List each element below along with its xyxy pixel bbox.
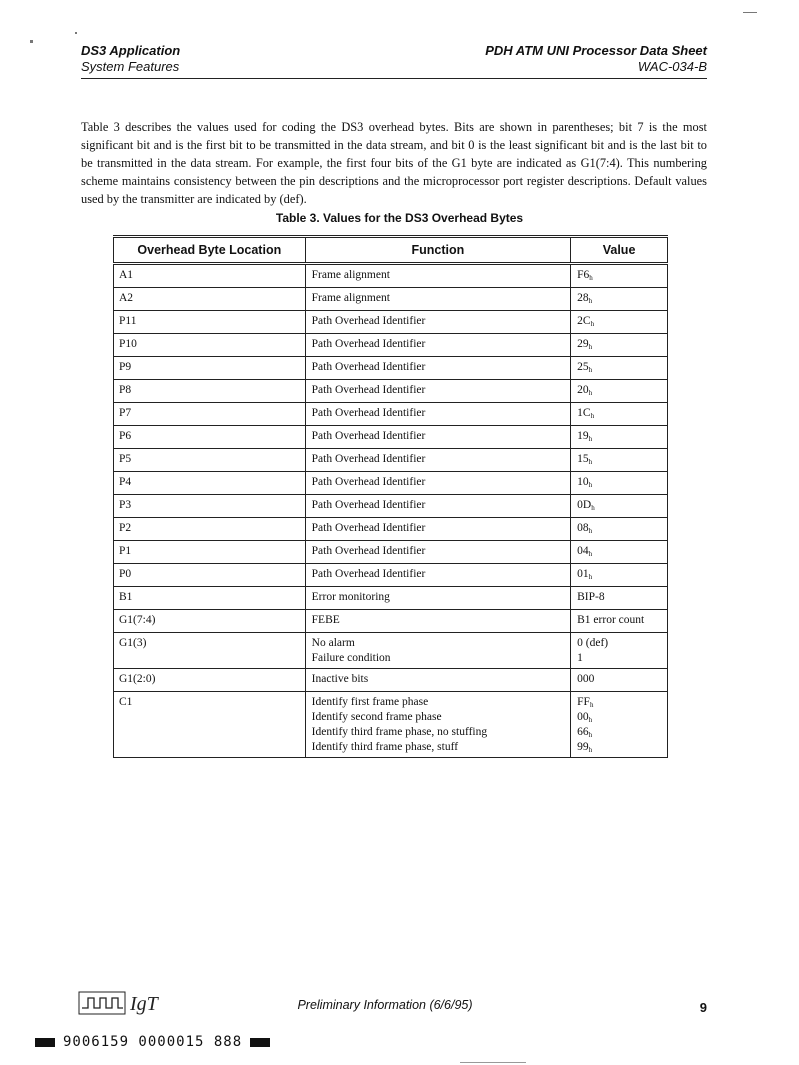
value-text: F6: [577, 269, 590, 281]
cell-location: A1: [114, 264, 306, 288]
value-line: [577, 590, 661, 605]
scan-speck: [30, 40, 33, 43]
table-row: [114, 357, 668, 380]
table-caption: Table 3. Values for the DS3 Overhead Bytes: [275, 211, 524, 225]
cell-location: P7: [114, 403, 306, 426]
value-text: 19: [577, 430, 589, 442]
barcode-block-right: [250, 1038, 270, 1047]
page-number: 9: [699, 1000, 707, 1015]
table-row: [114, 264, 668, 288]
value-line: [577, 383, 661, 398]
cell-value: [571, 288, 668, 311]
value-line: [577, 452, 661, 467]
value-line: [577, 651, 661, 666]
cell-value: [571, 541, 668, 564]
table-header-row: [114, 237, 668, 264]
value-text: 01: [577, 568, 589, 580]
function-line: Identify third frame phase, no stuffing: [311, 726, 488, 738]
function-line: Path Overhead Identifier: [311, 522, 426, 534]
hex-suffix: h: [588, 435, 593, 443]
value-text: 0D: [577, 499, 592, 511]
function-line: Identify third frame phase, stuff: [311, 741, 459, 753]
header-left: [81, 43, 180, 75]
function-line: Frame alignment: [311, 269, 390, 281]
table-row: [114, 288, 668, 311]
value-line: [577, 291, 661, 306]
cell-value: [571, 426, 668, 449]
table-row: [114, 449, 668, 472]
value-text: BIP-8: [577, 591, 605, 603]
hex-suffix: h: [588, 458, 593, 466]
scan-speck: [75, 32, 77, 34]
cell-value: [571, 495, 668, 518]
table-row: [114, 311, 668, 334]
value-line: [577, 695, 661, 710]
function-line: Path Overhead Identifier: [311, 430, 426, 442]
value-text: 00: [577, 711, 589, 723]
hex-suffix: h: [590, 320, 595, 328]
cell-location: P10: [114, 334, 306, 357]
function-line: Error monitoring: [311, 591, 390, 603]
function-line: Path Overhead Identifier: [311, 476, 426, 488]
value-line: [577, 475, 661, 490]
function-line: Path Overhead Identifier: [311, 407, 426, 419]
cell-value: [571, 449, 668, 472]
function-line: Path Overhead Identifier: [311, 384, 426, 396]
function-line: No alarm: [311, 637, 355, 649]
cell-function: [305, 669, 570, 692]
hex-suffix: h: [589, 274, 593, 282]
cell-value: [571, 692, 668, 758]
cell-location: P2: [114, 518, 306, 541]
cell-value: [571, 518, 668, 541]
hex-suffix: h: [589, 701, 594, 709]
table-row: [114, 587, 668, 610]
hex-suffix: h: [590, 412, 595, 420]
cell-location: P1: [114, 541, 306, 564]
table-body: [114, 264, 668, 758]
value-text: 15: [577, 453, 589, 465]
value-text: 66: [577, 726, 589, 738]
scan-speck: [743, 12, 757, 13]
hex-suffix: h: [588, 573, 593, 581]
hex-suffix: h: [588, 731, 593, 739]
value-text: 28: [577, 292, 589, 304]
table-row: [114, 426, 668, 449]
cell-function: [305, 264, 570, 288]
cell-function: [305, 311, 570, 334]
overhead-bytes-table: [113, 235, 668, 758]
table-row: [114, 403, 668, 426]
table-row: [114, 633, 668, 669]
cell-value: [571, 357, 668, 380]
cell-location: P5: [114, 449, 306, 472]
function-line: Failure condition: [311, 652, 391, 664]
value-text: 04: [577, 545, 589, 557]
barcode-block-left: [35, 1038, 55, 1047]
value-line: [577, 360, 661, 375]
table-row: [114, 495, 668, 518]
cell-location: P3: [114, 495, 306, 518]
section-subtitle: System Features: [81, 59, 180, 74]
section-title: DS3 Application: [81, 43, 181, 58]
value-line: [577, 521, 661, 536]
hex-suffix: h: [588, 297, 593, 305]
document-number: WAC-034-B: [637, 59, 707, 74]
value-line: [577, 672, 661, 687]
cell-location: B1: [114, 587, 306, 610]
intro-paragraph: Table 3 describes the values used for coding the DS3 overhead bytes. Bits are shown in parentheses; bit 7 is the most significant bit and is the first bit to be transmitted in the data stream, and bit 0 is the least significant bit and is the last bit to be transmitted in the data stream. For example, the first four bits of the G1 byte are indicated as G1(7:4). This numbering scheme maintains consistency between the pin descriptions and the microprocessor port register descriptions. Default values used by the transmitter are indicated by (def).: [81, 120, 707, 206]
value-text: 99: [577, 741, 589, 753]
hex-suffix: h: [588, 746, 593, 754]
value-text: 10: [577, 476, 589, 488]
value-text: 08: [577, 522, 589, 534]
table-row: [114, 564, 668, 587]
value-line: [577, 725, 661, 740]
hex-suffix: h: [591, 504, 595, 512]
hex-suffix: h: [588, 389, 593, 397]
cell-function: [305, 334, 570, 357]
footer-status: Preliminary Information (6/6/95): [297, 998, 473, 1012]
function-line: Path Overhead Identifier: [311, 545, 426, 557]
cell-value: [571, 610, 668, 633]
value-line: [577, 406, 661, 421]
value-text: 1: [577, 652, 583, 664]
cell-value: [571, 311, 668, 334]
cell-value: [571, 403, 668, 426]
hex-suffix: h: [588, 343, 593, 351]
hex-suffix: h: [588, 550, 593, 558]
cell-function: [305, 403, 570, 426]
value-text: 000: [577, 673, 595, 685]
table-row: [114, 334, 668, 357]
function-line: Inactive bits: [311, 673, 369, 685]
cell-function: [305, 518, 570, 541]
cell-function: [305, 288, 570, 311]
table-row: [114, 669, 668, 692]
scan-speck: [460, 1062, 526, 1063]
cell-location: C1: [114, 692, 306, 758]
cell-function: [305, 449, 570, 472]
cell-function: [305, 587, 570, 610]
cell-location: A2: [114, 288, 306, 311]
barcode-digits: 9006159 0000015 888: [63, 1034, 243, 1050]
document-title: PDH ATM UNI Processor Data Sheet: [485, 43, 707, 58]
function-line: Identify first frame phase: [311, 696, 429, 708]
hex-suffix: h: [588, 366, 593, 374]
cell-function: [305, 610, 570, 633]
value-text: FF: [577, 696, 590, 708]
value-text: 0 (def): [577, 637, 609, 649]
cell-location: G1(2:0): [114, 669, 306, 692]
cell-value: [571, 564, 668, 587]
cell-location: P11: [114, 311, 306, 334]
cell-value: [571, 472, 668, 495]
function-line: Path Overhead Identifier: [311, 361, 426, 373]
cell-location: P0: [114, 564, 306, 587]
value-line: [577, 429, 661, 444]
cell-function: [305, 357, 570, 380]
cell-value: [571, 633, 668, 669]
value-text: 2C: [577, 315, 591, 327]
function-line: Frame alignment: [311, 292, 390, 304]
table-row: [114, 541, 668, 564]
hex-suffix: h: [588, 481, 593, 489]
value-line: [577, 613, 661, 628]
value-line: [577, 710, 661, 725]
value-line: [577, 337, 661, 352]
column-header-function: Function: [305, 237, 570, 264]
hex-suffix: h: [588, 716, 593, 724]
cell-location: G1(7:4): [114, 610, 306, 633]
value-line: [577, 498, 661, 513]
cell-function: [305, 692, 570, 758]
function-line: Path Overhead Identifier: [311, 338, 426, 350]
value-text: 20: [577, 384, 589, 396]
cell-value: [571, 380, 668, 403]
cell-function: [305, 633, 570, 669]
value-line: [577, 268, 661, 283]
value-line: [577, 544, 661, 559]
cell-function: [305, 426, 570, 449]
value-text: 1C: [577, 407, 591, 419]
cell-location: G1(3): [114, 633, 306, 669]
table-row: [114, 472, 668, 495]
table-row: [114, 380, 668, 403]
table-row: [114, 610, 668, 633]
value-line: [577, 314, 661, 329]
header-right: [485, 43, 707, 75]
cell-value: [571, 669, 668, 692]
function-line: Path Overhead Identifier: [311, 315, 426, 327]
function-line: FEBE: [311, 614, 340, 626]
value-line: [577, 636, 661, 651]
cell-function: [305, 541, 570, 564]
cell-function: [305, 564, 570, 587]
logo-text: IgT: [130, 993, 158, 1015]
cell-value: [571, 264, 668, 288]
cell-location: P9: [114, 357, 306, 380]
column-header-value: Value: [571, 237, 668, 264]
table-row: [114, 518, 668, 541]
cell-location: P6: [114, 426, 306, 449]
value-text: 29: [577, 338, 589, 350]
value-line: [577, 567, 661, 582]
cell-value: [571, 587, 668, 610]
cell-location: P8: [114, 380, 306, 403]
cell-value: [571, 334, 668, 357]
value-text: B1 error count: [577, 614, 645, 626]
column-header-location: Overhead Byte Location: [114, 237, 306, 264]
table-row: [114, 692, 668, 758]
function-line: Path Overhead Identifier: [311, 499, 426, 511]
function-line: Path Overhead Identifier: [311, 453, 426, 465]
cell-function: [305, 380, 570, 403]
cell-function: [305, 472, 570, 495]
barcode-strip: [35, 1034, 270, 1050]
cell-location: P4: [114, 472, 306, 495]
value-line: [577, 740, 661, 755]
function-line: Identify second frame phase: [311, 711, 442, 723]
value-text: 25: [577, 361, 589, 373]
cell-function: [305, 495, 570, 518]
function-line: Path Overhead Identifier: [311, 568, 426, 580]
hex-suffix: h: [588, 527, 593, 535]
running-header: [81, 42, 707, 79]
